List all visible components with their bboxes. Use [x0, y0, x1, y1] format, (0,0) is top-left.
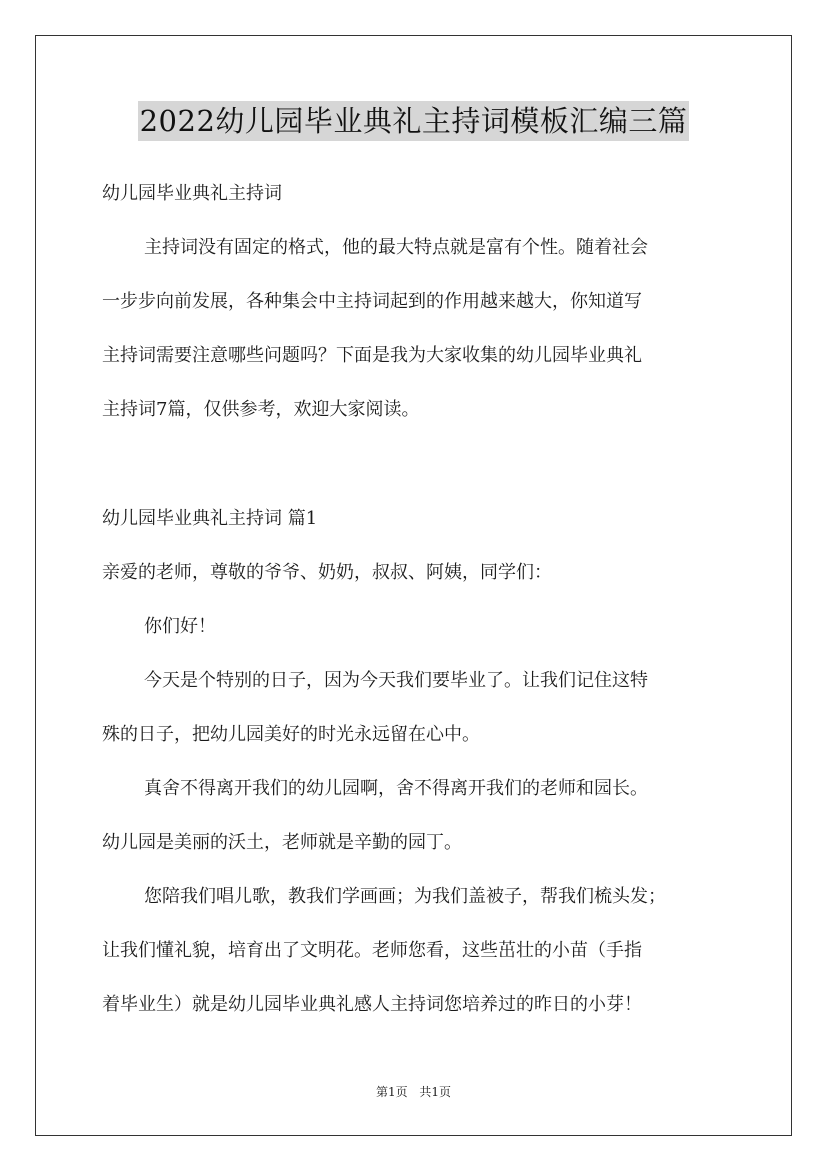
- paragraph-line: 主持词7篇，仅供参考，欢迎大家阅读。: [102, 399, 420, 420]
- paragraph-line: 真舍不得离开我们的幼儿园啊，舍不得离开我们的老师和园长。: [144, 778, 648, 799]
- paragraph-line: 今天是个特别的日子，因为今天我们要毕业了。让我们记住这特: [144, 670, 648, 691]
- paragraph-line: 您陪我们唱儿歌，教我们学画画；为我们盖被子，帮我们梳头发；: [144, 886, 666, 907]
- paragraph-line: 一步步向前发展，各种集会中主持词起到的作用越来越大，你知道写: [102, 291, 642, 312]
- paragraph-line: 主持词没有固定的格式，他的最大特点就是富有个性。随着社会: [144, 237, 648, 258]
- section-heading: 幼儿园毕业典礼主持词: [102, 183, 282, 204]
- page-number-current: 第1页: [375, 1085, 408, 1099]
- page-footer: [0, 1084, 827, 1100]
- page-number-total: 共1页: [419, 1085, 452, 1099]
- paragraph-line: 让我们懂礼貌，培育出了文明花。老师您看，这些茁壮的小苗（手指: [102, 940, 642, 961]
- paragraph-line: 幼儿园是美丽的沃土，老师就是辛勤的园丁。: [102, 832, 462, 853]
- salutation-line: 亲爱的老师，尊敬的爷爷、奶奶，叔叔、阿姨，同学们：: [102, 562, 552, 583]
- paragraph-line: 殊的日子，把幼儿园美好的时光永远留在心中。: [102, 724, 480, 745]
- document-title: 2022幼儿园毕业典礼主持词模板汇编三篇: [138, 101, 690, 141]
- paragraph-line: 你们好！: [144, 616, 216, 637]
- paragraph-line: 主持词需要注意哪些问题吗？下面是我为大家收集的幼儿园毕业典礼: [102, 345, 642, 366]
- paragraph-line: 着毕业生）就是幼儿园毕业典礼感人主持词您培养过的昨日的小芽！: [102, 994, 642, 1015]
- section-heading: 幼儿园毕业典礼主持词 篇1: [102, 508, 318, 529]
- title-container: [0, 101, 827, 141]
